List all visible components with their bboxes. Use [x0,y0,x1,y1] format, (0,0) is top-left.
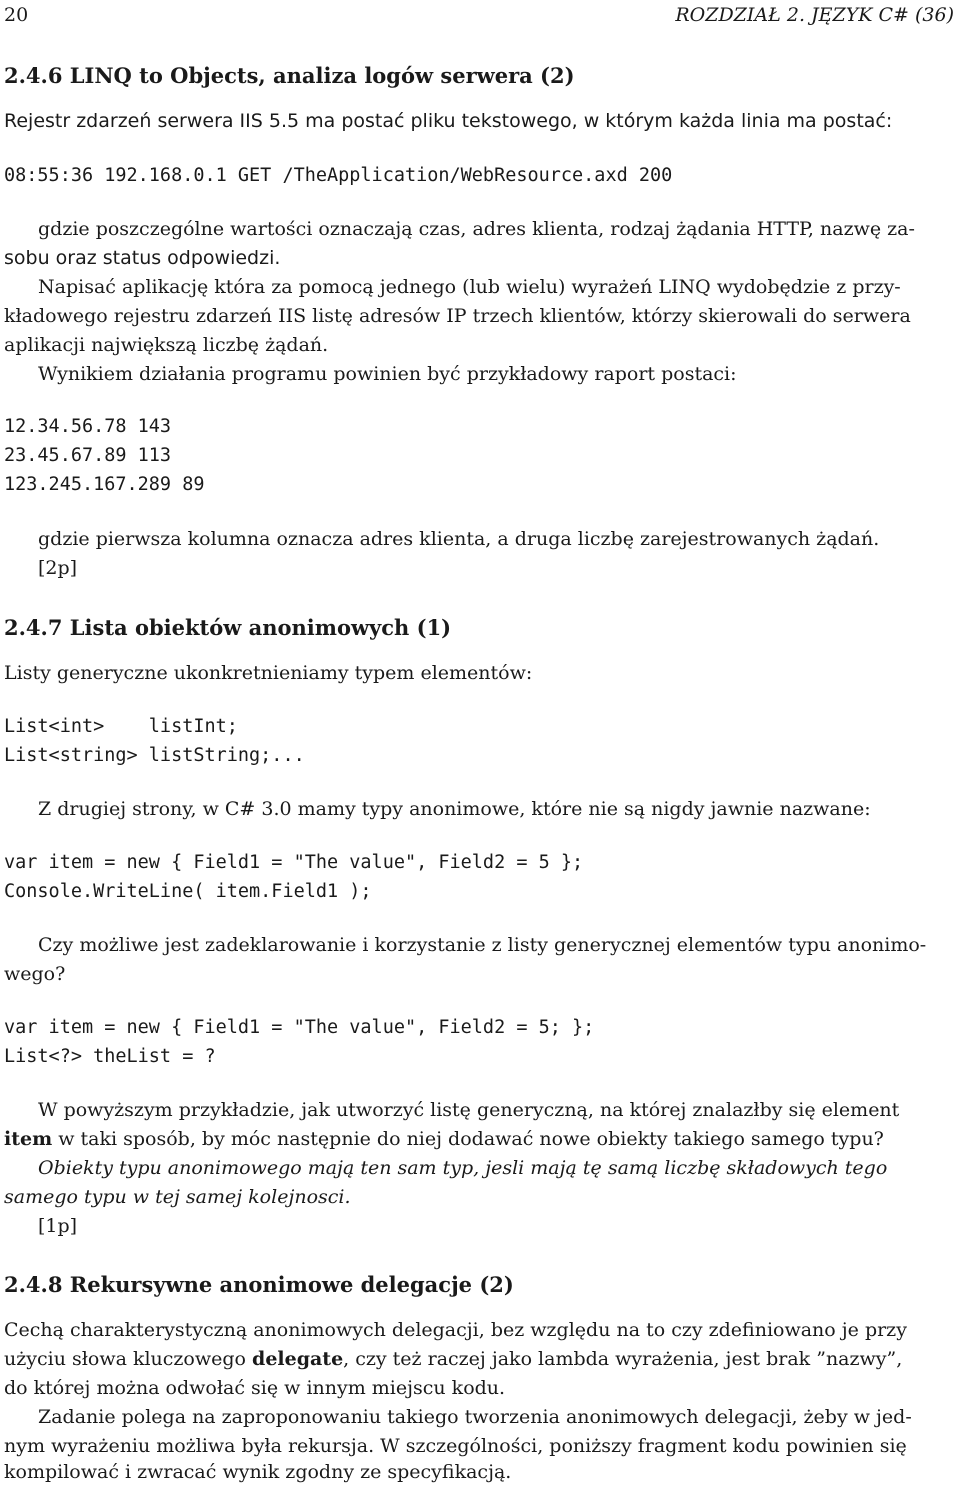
code-line: var item = new { Field1 = "The value", Field2 = 5; }; [4,1017,595,1038]
sec247-task-line-2-rest: w taki sposób, by móc następnie do niej dodawać nowe obiekty takiego samego typu? [52,1128,884,1150]
code-line: Console.WriteLine( item.Field1 ); [4,881,372,902]
code-line: List<?> theList = ? [4,1046,216,1067]
section-246-title: 2.4.6 LINQ to Objects, analiza logów serwera (2) [4,63,575,88]
sec246-points: [2p] [38,557,78,579]
delegate-keyword: delegate [252,1348,344,1370]
code-line: List<string> listString;... [4,745,305,766]
sec246-log-line: 08:55:36 192.168.0.1 GET /TheApplication/WebResource.axd 200 [4,165,673,186]
section-248-title: 2.4.8 Rekursywne anonimowe delegacje (2) [4,1272,514,1297]
sec246-desc-line-1: gdzie poszczególne wartości oznaczają czas, adres klienta, rodzaj żądania HTTP, nazwę za- [38,218,915,240]
report-line: 123.245.167.289 89 [4,474,205,495]
section-247-title: 2.4.7 Lista obiektów anonimowych (1) [4,615,452,640]
sec246-desc-line-2: sobu oraz status odpowiedzi. [4,247,281,269]
sec246-task-line-1: Napisać aplikację która za pomocą jednego (lub wielu) wyrażeń LINQ wydobędzie z przy- [38,276,901,298]
sec246-explanation: gdzie pierwsza kolumna oznacza adres klienta, a druga liczbę zarejestrowanych żądań. [38,528,880,550]
sec246-result-intro: Wynikiem działania programu powinien być przykładowy raport postaci: [38,363,737,385]
code-line: List<int> listInt; [4,716,238,737]
sec247-hint-line-2: samego typu w tej samej kolejnosci. [4,1186,351,1208]
sec247-hint-line-1: Obiekty typu anonimowego mają ten sam typ, jesli mają tę samą liczbę składowych tego [38,1157,888,1179]
code-line: var item = new { Field1 = "The value", Field2 = 5 }; [4,852,584,873]
report-line: 23.45.67.89 113 [4,445,172,466]
report-line: 12.34.56.78 143 [4,416,172,437]
sec248-p1-line-1: Cechą charakterystyczną anonimowych delegacji, bez względu na to czy zdefiniowano je przy [4,1319,907,1341]
running-header: ROZDZIAŁ 2. JĘZYK C# (36) [675,4,954,26]
sec247-task-line-2 [4,1125,956,1153]
sec248-p2-line-2: nym wyrażeniu możliwa była rekursja. W szczególności, poniższy fragment kodu powinien się [4,1435,907,1457]
sec247-points: [1p] [38,1215,78,1237]
sec248-p1-line-2 [4,1345,956,1373]
sec247-task-line-1: W powyższym przykładzie, jak utworzyć listę generyczną, na której znalazłby się element [38,1099,900,1121]
sec248-p1-line-3: do której można odwołać się w innym miejscu kodu. [4,1377,506,1399]
sec246-task-line-3: aplikacji największą liczbę żądań. [4,334,329,356]
sec246-task-line-2: kładowego rejestru zdarzeń IIS listę adresów IP trzech klientów, którzy skierowali do serwera [4,305,911,327]
sec247-anon-intro: Z drugiej strony, w C# 3.0 mamy typy anonimowe, które nie są nigdy jawnie nazwane: [38,798,871,820]
sec248-p2-line-3: kompilować i zwracać wynik zgodny ze specyfikacją. [4,1461,512,1483]
page-number: 20 [4,4,29,26]
sec247-question-line-1: Czy możliwe jest zadeklarowanie i korzystanie z listy generycznej elementów typu anonimo- [38,934,927,956]
sec248-p1-line-2c: , czy też raczej jako lambda wyrażenia, jest brak ”nazwy”, [343,1348,903,1370]
item-keyword: item [4,1128,53,1150]
sec247-intro: Listy generyczne ukonkretnieniamy typem elementów: [4,662,533,684]
sec248-p2-line-1: Zadanie polega na zaproponowaniu takiego tworzenia anonimowych delegacji, żeby w jed- [38,1406,912,1428]
sec247-question-line-2: wego? [4,963,66,985]
sec246-intro: Rejestr zdarzeń serwera IIS 5.5 ma postać pliku tekstowego, w którym każda linia ma postać: [4,110,893,132]
sec248-p1-line-2a: użyciu słowa kluczowego [4,1348,253,1370]
